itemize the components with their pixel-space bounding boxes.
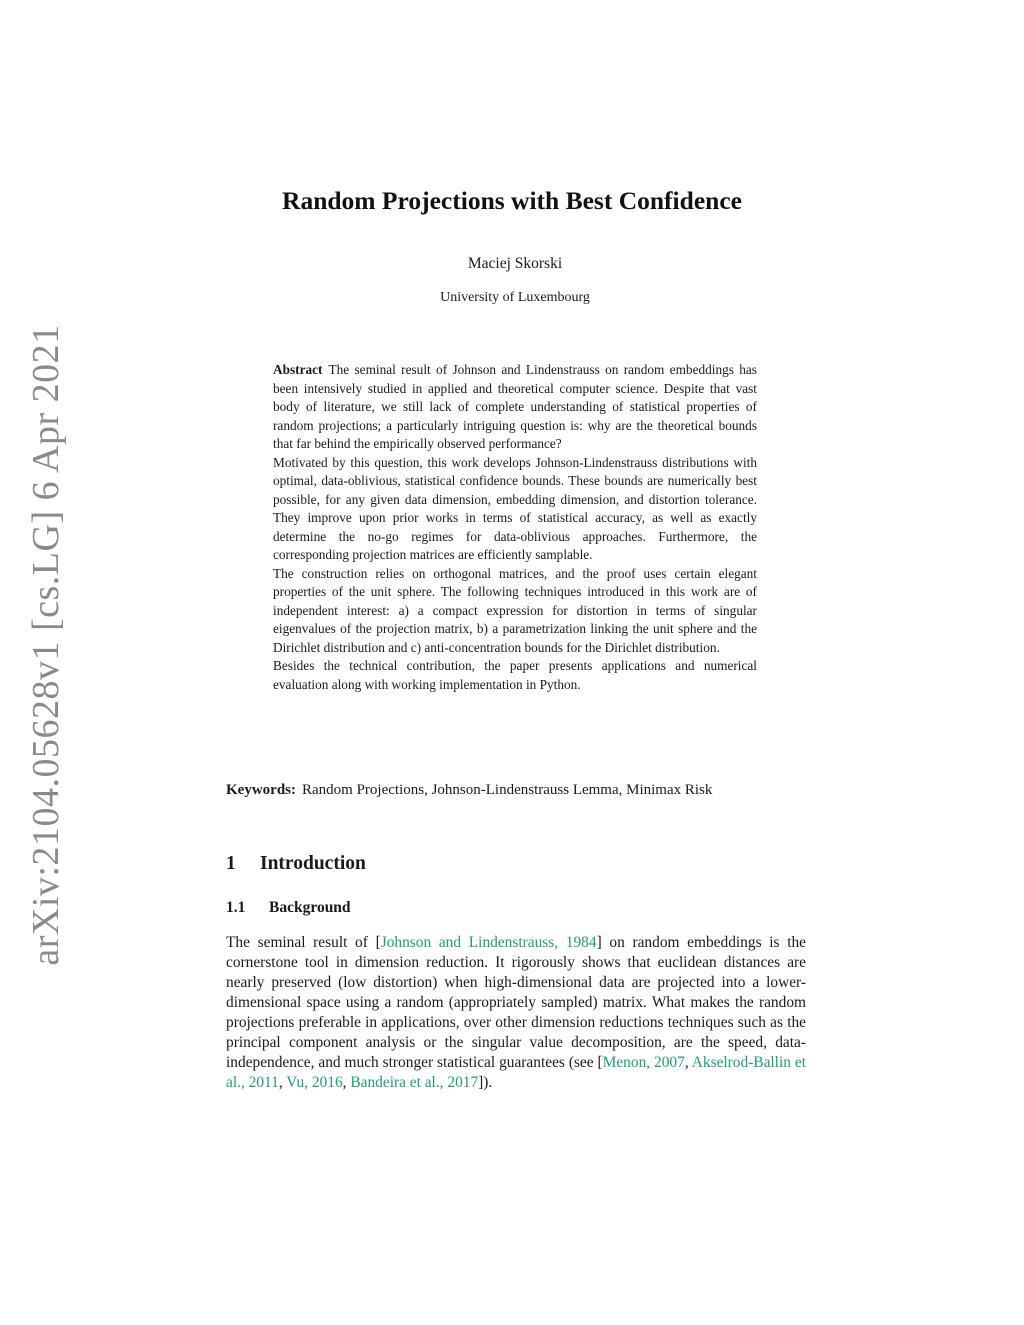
abstract-paragraph-1 bbox=[273, 361, 757, 454]
abstract-paragraph-1-text: The seminal result of Johnson and Lindenstrauss on random embeddings has been intensively studied in applied and theoretical computer science. Despite that vast body of literature, we still lack of complete understanding of statistical properties of random projections; a particularly intriguing question is: why are the theoretical bounds that far behind the empirically observed performance? bbox=[273, 362, 757, 451]
abstract-paragraph-2: Motivated by this question, this work develops Johnson-Lindenstrauss distributions with optimal, data-oblivious, statistical confidence bounds. These bounds are numerically best possible, for any given data dimension, embedding dimension, and distortion tolerance. They improve upon prior works in terms of statistical accuracy, as well as exactly determine the no-go regimes for data-oblivious approaches. Furthermore, the corresponding projection matrices are efficiently samplable. bbox=[273, 454, 757, 562]
section-heading bbox=[226, 853, 366, 875]
body-text-part: The seminal result of [ bbox=[226, 934, 381, 951]
author-affiliation: University of Luxembourg bbox=[440, 290, 590, 305]
abstract-paragraph-4: Besides the technical contribution, the paper presents applications and numerical evaluation along with working implementation in Python. bbox=[273, 658, 757, 692]
keywords-label: Keywords: bbox=[226, 782, 296, 798]
body-text-part: ]). bbox=[478, 1074, 493, 1091]
arxiv-identifier-stamp: arXiv:2104.05628v1 [cs.LG] 6 Apr 2021 bbox=[25, 324, 67, 966]
keywords-text: Random Projections, Johnson-Lindenstrauss Lemma, Minimax Risk bbox=[302, 782, 713, 798]
subsection-heading bbox=[226, 899, 351, 917]
subsection-title: Background bbox=[269, 899, 351, 916]
citation-separator: , bbox=[278, 1074, 287, 1091]
citation-separator: , bbox=[342, 1074, 351, 1091]
citation-link[interactable]: Vu, 2016 bbox=[286, 1074, 343, 1091]
citation-link[interactable]: Bandeira et al., 2017 bbox=[350, 1074, 479, 1091]
body-text-part: ] on random embeddings is the cornerstone tool in dimension reduction. It rigorously shows that euclidean distances are nearly preserved (low distortion) when high-dimensional data are projected into a lower-dimensional space using a random (appropriately sampled) matrix. What makes the random projections preferable in applications, over other dimension reductions techniques such as the principal component analysis or the singular value decomposition, are the speed, data-independence, and much stronger statistical guarantees (see [ bbox=[226, 934, 807, 1071]
subsection-number: 1.1 bbox=[226, 899, 246, 916]
citation-link[interactable]: Johnson and Lindenstrauss, 1984 bbox=[380, 934, 597, 951]
keywords-line bbox=[226, 782, 826, 799]
body-paragraph bbox=[226, 933, 806, 1093]
citation-link[interactable]: Akselrod-Ballin et al., 2011 bbox=[226, 1054, 806, 1091]
section-number: 1 bbox=[226, 853, 236, 874]
section-title: Introduction bbox=[260, 853, 366, 874]
paper-title: Random Projections with Best Confidence bbox=[282, 186, 742, 215]
abstract-block bbox=[273, 361, 757, 694]
abstract-paragraph-3: The construction relies on orthogonal matrices, and the proof uses certain elegant properties of the unit sphere. The following techniques introduced in this work are of independent interest: a) a compact expression for distortion in terms of singular eigenvalues of the projection matrix, b) a parametrization linking the unit sphere and the Dirichlet distribution and c) anti-concentration bounds for the Dirichlet distribution. bbox=[273, 565, 757, 655]
citation-separator: , bbox=[684, 1054, 692, 1071]
citation-link[interactable]: Menon, 2007 bbox=[602, 1054, 685, 1071]
abstract-label: Abstract bbox=[273, 362, 323, 377]
author-name: Maciej Skorski bbox=[467, 255, 563, 272]
